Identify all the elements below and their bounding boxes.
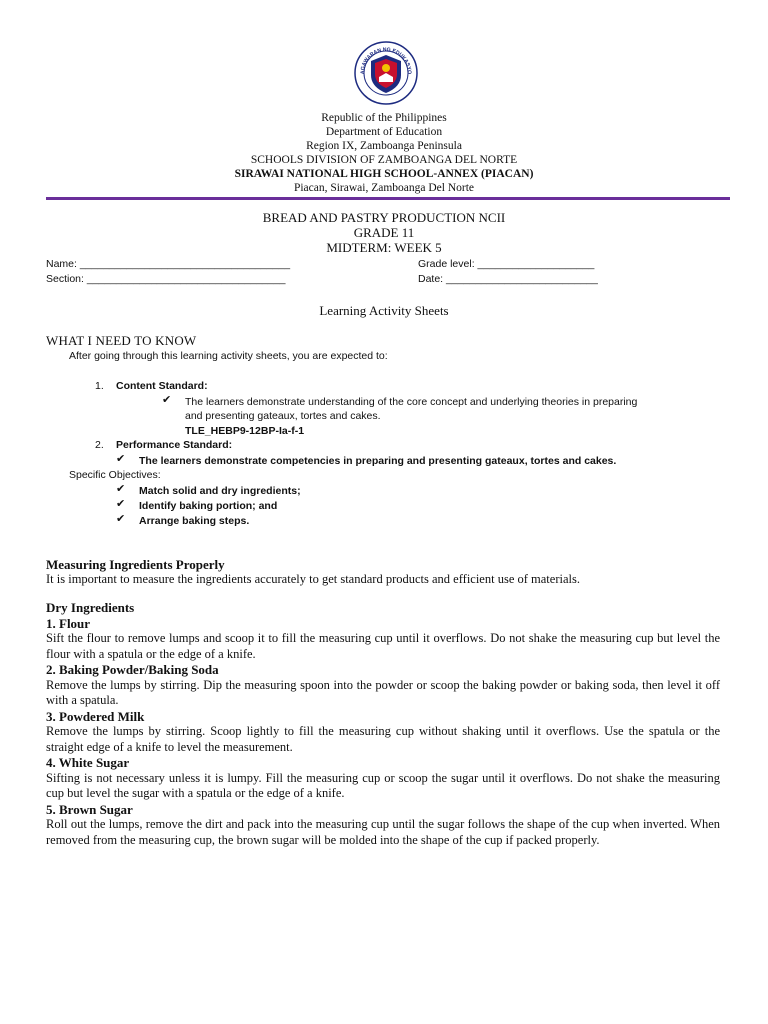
competency-code: TLE_HEBP9-12BP-Ia-f-1 [185,425,305,437]
name-field[interactable]: Name: ____________________________________ [46,258,291,270]
check-icon: ✔ [116,482,126,495]
check-icon: ✔ [162,393,172,406]
objective-item: Match solid and dry ingredients; [139,485,301,497]
objective-item: Identify baking portion; and [139,500,278,512]
ingredient-title: 3. Powdered Milk [46,708,145,724]
check-icon: ✔ [116,497,126,510]
dry-ingredients-section [46,600,720,848]
intro-text: After going through this learning activity sheets, you are expected to: [69,350,388,362]
content-standard-label: Content Standard: [116,380,208,392]
ingredient-text: Sift the flour to remove lumps and scoop it to fill the measuring cup until it overflows. Do not shake the measuring cup but level the flour with a spatula or the edge of a knife. [46,631,720,661]
division-line: SCHOOLS DIVISION OF ZAMBOANGA DEL NORTE [250,154,518,166]
specific-objectives-label: Specific Objectives: [69,469,161,481]
content-standard-number: 1. [95,380,104,392]
ingredient-title: 5. Brown Sugar [46,801,133,817]
section-field[interactable]: Section: __________________________________ [46,273,286,285]
ingredient-text: Sifting is not necessary unless it is lumpy. Fill the measuring cup or scoop the sugar until it overflows. Do not shake the measuring cup but level the sugar with a spatula or the edge of a knife. [46,770,720,800]
ingredient-title: 4. White Sugar [46,755,130,770]
ingredient-title: 2. Baking Powder/Baking Soda [46,662,219,677]
department-line: Department of Education [325,126,443,138]
what-i-need-to-know-heading: WHAT I NEED TO KNOW [46,333,197,348]
header-divider [46,197,730,200]
performance-standard-label: Performance Standard: [116,439,233,451]
measuring-ingredients-text: It is important to measure the ingredients accurately to get standard products and efficient use of materials. [46,572,580,586]
dry-ingredients-heading: Dry Ingredients [46,600,135,615]
grade-level-field[interactable]: Grade level: ____________________ [418,258,595,270]
school-line: SIRAWAI NATIONAL HIGH SCHOOL-ANNEX (PIACAN) [234,168,534,180]
term-title: MIDTERM: WEEK 5 [326,240,442,255]
region-line: Region IX, Zamboanga Peninsula [306,140,462,152]
ingredient-text: Remove the lumps by stirring. Scoop lightly to fill the measuring cup without shaking until it overflows. Use the spatula or the straight edge of a knife to level the measurement. [46,724,720,754]
check-icon: ✔ [116,452,126,465]
address-line: Piacan, Sirawai, Zamboanga Del Norte [293,182,475,194]
ingredient-text: Remove the lumps by stirring. Dip the measuring spoon into the powder or scoop the baking powder or baking soda, then level it off with a spatula. [46,677,720,707]
deped-seal-logo [354,41,418,105]
republic-line: Republic of the Philippines [321,112,447,124]
content-standard-text-2: and presenting gateaux, tortes and cakes. [185,410,381,422]
sheet-label: Learning Activity Sheets [319,303,449,318]
check-icon: ✔ [116,512,126,525]
course-title: BREAD AND PASTRY PRODUCTION NCII [262,210,506,225]
letterhead [0,111,768,195]
performance-standard-text: The learners demonstrate competencies in preparing and presenting gateaux, tortes and cakes. [139,455,617,467]
objective-item: Arrange baking steps. [139,515,250,527]
grade-title: GRADE 11 [353,225,415,240]
ingredient-text: Roll out the lumps, remove the dirt and pack into the measuring cup until the sugar follows the shape of the cup when inverted. When removed from the measuring cup, the brown sugar will be molded into the shape of the cup if packed properly. [46,817,720,847]
content-standard-text-1: The learners demonstrate understanding of the core concept and underlying theories in preparing [185,396,638,408]
svg-text:KAGAWARAN NG EDUKASYON: AGAWARAN NG EDUKASYO [359,46,413,75]
date-field[interactable]: Date: __________________________ [418,273,598,285]
measuring-ingredients-heading: Measuring Ingredients Properly [46,557,225,572]
performance-standard-number: 2. [95,439,104,451]
ingredient-title: 1. Flour [46,615,91,631]
